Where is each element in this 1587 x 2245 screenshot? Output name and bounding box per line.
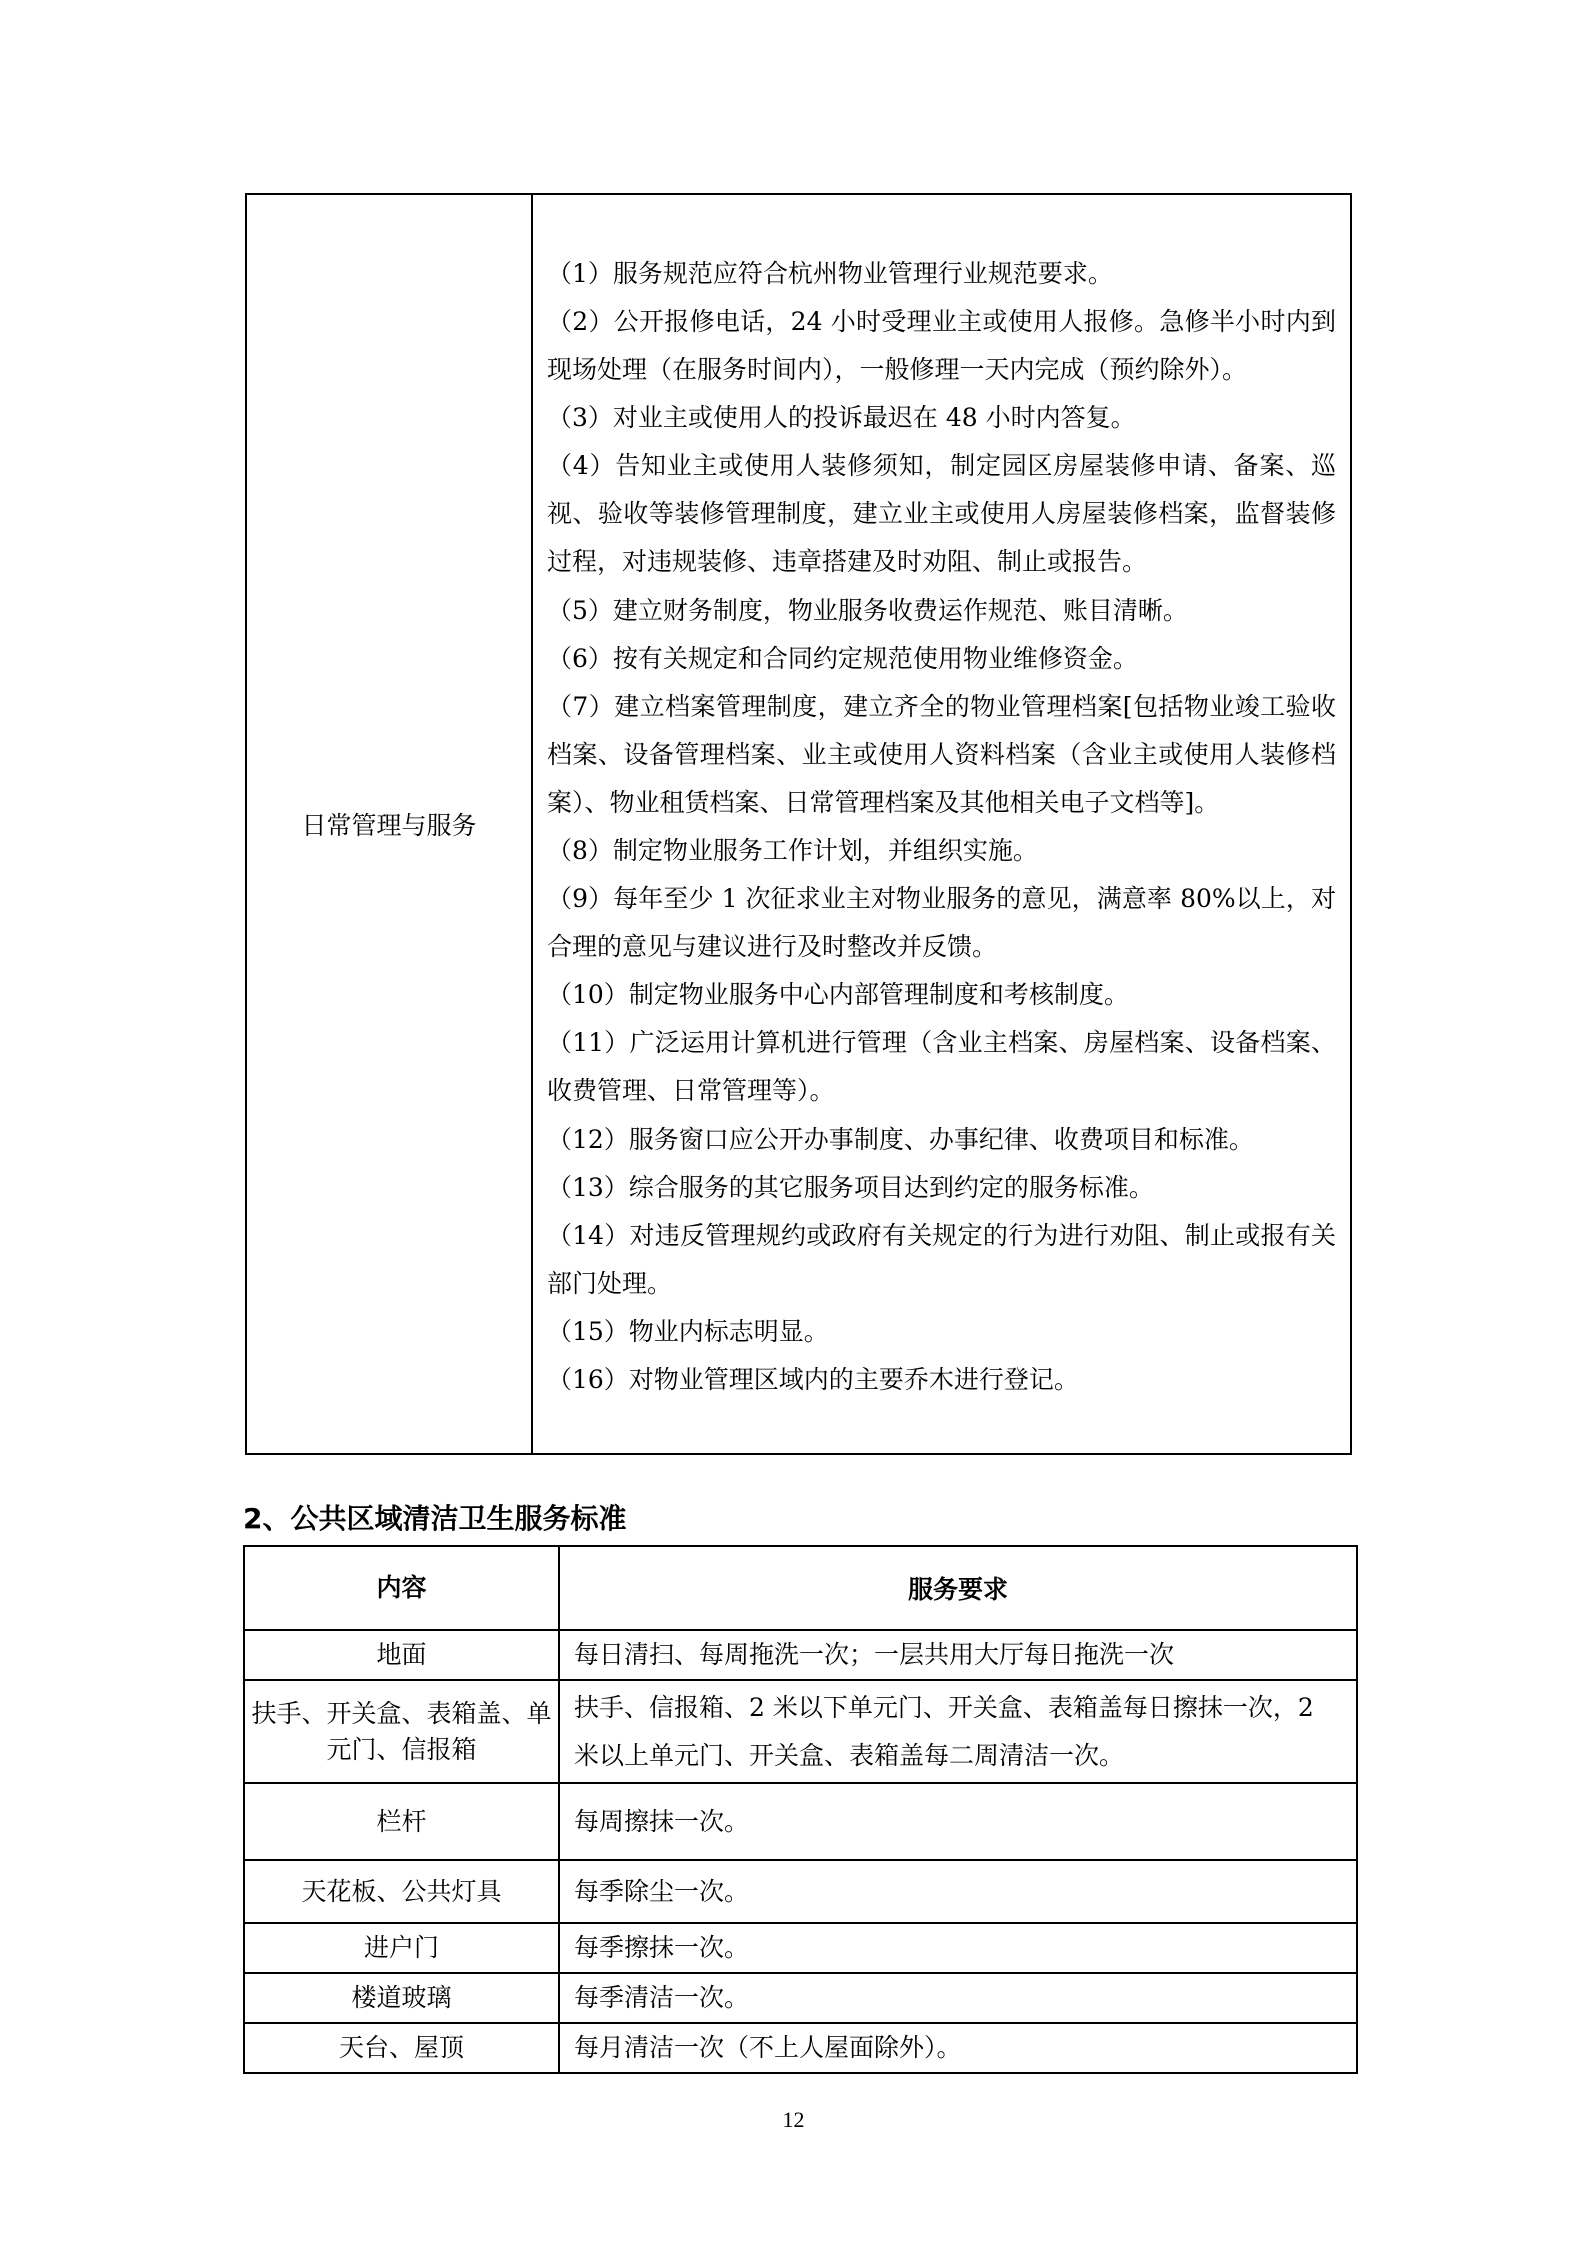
daily-management-table	[245, 193, 1352, 1455]
daily-management-item-13: （13）综合服务的其它服务项目达到约定的服务标准。	[547, 1172, 1154, 1202]
daily-management-item-12: （12）服务窗口应公开办事制度、办事纪律、收费项目和标准。	[547, 1124, 1254, 1154]
row-requirement: 每季清洁一次。	[559, 1973, 1357, 2023]
table-row	[244, 1680, 1357, 1783]
column-header-requirement: 服务要求	[559, 1546, 1357, 1630]
row-requirement: 每日清扫、每周拖洗一次；一层共用大厅每日拖洗一次	[559, 1630, 1357, 1680]
row-content: 进户门	[244, 1923, 559, 1973]
daily-management-item-6: （6）按有关规定和合同约定规范使用物业维修资金。	[547, 643, 1138, 673]
daily-management-item-9: （9）每年至少 1 次征求业主对物业服务的意见，满意率 80%以上，对合理的意见与建议进行及时整改并反馈。	[547, 884, 1336, 962]
daily-management-item-2: （2）公开报修电话，24 小时受理业主或使用人报修。急修半小时内到现场处理（在服务时间内），一般修理一天内完成（预约除外）。	[547, 306, 1336, 385]
daily-management-item-11: （11）广泛运用计算机进行管理（含业主档案、房屋档案、设备档案、收费管理、日常管理等）。	[547, 1028, 1336, 1106]
row-content: 栏杆	[244, 1783, 559, 1860]
daily-management-item-3: （3）对业主或使用人的投诉最迟在 48 小时内答复。	[547, 403, 1136, 433]
row-content: 扶手、开关盒、表箱盖、单元门、信报箱	[244, 1680, 559, 1783]
table-header-row	[244, 1546, 1357, 1630]
row-requirement: 每季擦抹一次。	[559, 1923, 1357, 1973]
daily-management-item-5: （5）建立财务制度，物业服务收费运作规范、账目清晰。	[547, 595, 1188, 625]
table-row	[244, 1783, 1357, 1860]
daily-management-item-4: （4）告知业主或使用人装修须知，制定园区房屋装修申请、备案、巡视、验收等装修管理制度，建立业主或使用人房屋装修档案，监督装修过程，对违规装修、违章搭建及时劝阻、制止或报告。	[547, 451, 1336, 577]
daily-management-items	[532, 194, 1351, 1454]
row-content: 地面	[244, 1630, 559, 1680]
row-content: 天花板、公共灯具	[244, 1860, 559, 1923]
table-row	[244, 1923, 1357, 1973]
row-requirement: 每周擦抹一次。	[559, 1783, 1357, 1860]
page-number: 12	[782, 2107, 805, 2132]
daily-management-item-7: （7）建立档案管理制度，建立齐全的物业管理档案[包括物业竣工验收档案、设备管理档案、业主或使用人资料档案（含业主或使用人装修档案）、物业租赁档案、日常管理档案及其他相关电子文档等]。	[547, 691, 1336, 817]
daily-management-item-15: （15）物业内标志明显。	[547, 1316, 829, 1346]
daily-management-label: 日常管理与服务	[246, 194, 532, 1454]
daily-management-item-16: （16）对物业管理区域内的主要乔木进行登记。	[547, 1365, 1079, 1395]
table-row	[244, 1860, 1357, 1923]
table-row	[244, 2023, 1357, 2073]
row-requirement: 扶手、信报箱、2 米以下单元门、开关盒、表箱盖每日擦抹一次，2 米以上单元门、开关盒、表箱盖每二周清洁一次。	[559, 1680, 1357, 1783]
daily-management-item-14: （14）对违反管理规约或政府有关规定的行为进行劝阻、制止或报有关部门处理。	[547, 1220, 1336, 1298]
row-content: 天台、屋顶	[244, 2023, 559, 2073]
daily-management-item-1: （1）服务规范应符合杭州物业管理行业规范要求。	[547, 258, 1113, 288]
daily-management-row	[246, 194, 1351, 1454]
section-heading: 2、公共区域清洁卫生服务标准	[243, 1502, 627, 1535]
column-header-content: 内容	[244, 1546, 559, 1630]
table-row	[244, 1630, 1357, 1680]
daily-management-item-8: （8）制定物业服务工作计划，并组织实施。	[547, 836, 1038, 865]
row-requirement: 每月清洁一次（不上人屋面除外）。	[559, 2023, 1357, 2073]
row-requirement: 每季除尘一次。	[559, 1860, 1357, 1923]
daily-management-item-10: （10）制定物业服务中心内部管理制度和考核制度。	[547, 980, 1129, 1010]
cleaning-standards-table	[243, 1545, 1358, 2074]
table-row	[244, 1973, 1357, 2023]
row-content: 楼道玻璃	[244, 1973, 559, 2023]
